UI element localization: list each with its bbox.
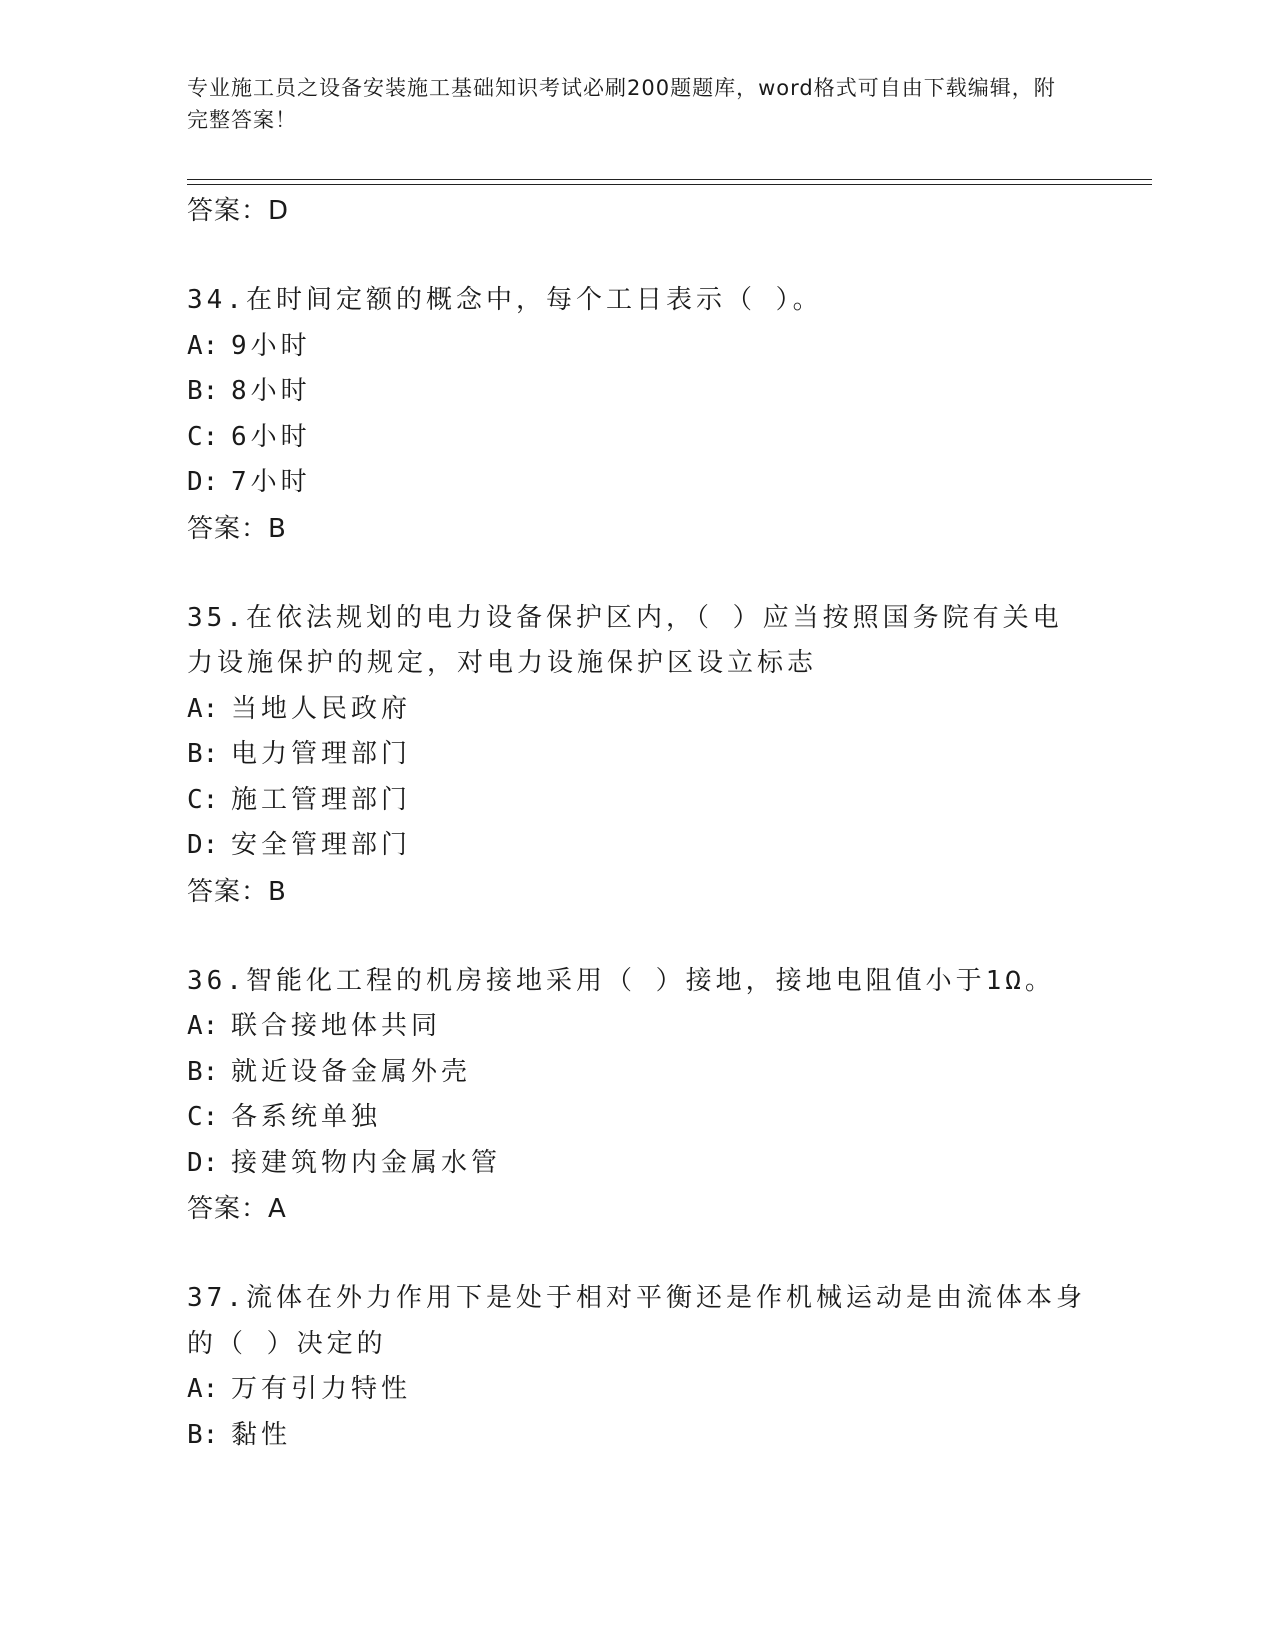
option-key: B: xyxy=(187,1419,219,1450)
option-key: B: xyxy=(187,1056,219,1087)
option-a xyxy=(187,1004,1087,1050)
option-key: B: xyxy=(187,739,219,769)
document-title: 专业施工员之设备安装施工基础知识考试必刷200题题库，word格式可自由下载编辑，附完整答案！ xyxy=(187,76,1056,132)
option-text: 7小时 xyxy=(231,467,311,497)
header-divider-bottom xyxy=(187,184,1152,185)
option-b xyxy=(187,732,1087,778)
option-b xyxy=(187,1413,1087,1459)
question-block xyxy=(187,1276,1087,1458)
option-a xyxy=(187,1367,1087,1413)
option-text: 各系统单独 xyxy=(231,1102,382,1132)
header-divider-top xyxy=(187,179,1152,180)
option-key: D: xyxy=(187,467,219,497)
option-key: A: xyxy=(187,1374,219,1404)
question-stem: 35.在依法规划的电力设备保护区内，（ ）应当按照国务院有关电力设施保护的规定，对电力设施保护区设立标志 xyxy=(187,602,1063,678)
option-key: C: xyxy=(187,1102,219,1132)
question-stem: 34.在时间定额的概念中，每个工日表示（ ）。 xyxy=(187,285,823,315)
option-text: 安全管理部门 xyxy=(231,830,412,860)
option-a xyxy=(187,687,1087,733)
question-block xyxy=(187,278,1087,552)
option-b xyxy=(187,1050,1087,1096)
question-block xyxy=(187,596,1087,915)
question-stem: 36.智能化工程的机房接地采用（ ）接地，接地电阻值小于1Ω。 xyxy=(187,965,1055,996)
option-key: B: xyxy=(187,376,219,406)
option-key: D: xyxy=(187,1147,219,1178)
answer-line: 答案：A xyxy=(187,1194,287,1224)
option-a xyxy=(187,324,1087,370)
option-d xyxy=(187,823,1087,869)
option-key: C: xyxy=(187,784,219,815)
option-key: C: xyxy=(187,421,219,452)
option-text: 黏性 xyxy=(231,1419,292,1450)
option-d xyxy=(187,1141,1087,1187)
option-text: 联合接地体共同 xyxy=(231,1011,442,1041)
option-b xyxy=(187,369,1087,415)
option-text: 万有引力特性 xyxy=(231,1374,412,1404)
option-text: 接建筑物内金属水管 xyxy=(231,1147,502,1178)
answer-line: 答案：B xyxy=(187,876,287,907)
option-key: A: xyxy=(187,693,219,724)
option-key: D: xyxy=(187,830,219,860)
option-text: 就近设备金属外壳 xyxy=(231,1056,472,1087)
option-text: 施工管理部门 xyxy=(231,784,412,815)
option-d xyxy=(187,460,1087,506)
question-list xyxy=(187,188,1087,1458)
answer-line: 答案：B xyxy=(187,513,287,544)
answer-line: 答案：D xyxy=(187,196,290,226)
question-stem: 37.流体在外力作用下是处于相对平衡还是作机械运动是由流体本身的（ ）决定的 xyxy=(187,1283,1086,1359)
option-c xyxy=(187,1095,1087,1141)
option-text: 电力管理部门 xyxy=(231,739,412,769)
option-text: 6小时 xyxy=(231,421,311,452)
document-header xyxy=(187,72,1067,136)
option-text: 当地人民政府 xyxy=(231,693,412,724)
option-c xyxy=(187,415,1087,461)
option-text: 9小时 xyxy=(231,330,311,361)
question-block xyxy=(187,959,1087,1233)
option-text: 8小时 xyxy=(231,376,311,406)
option-key: A: xyxy=(187,1011,219,1041)
option-c xyxy=(187,778,1087,824)
option-key: A: xyxy=(187,330,219,361)
